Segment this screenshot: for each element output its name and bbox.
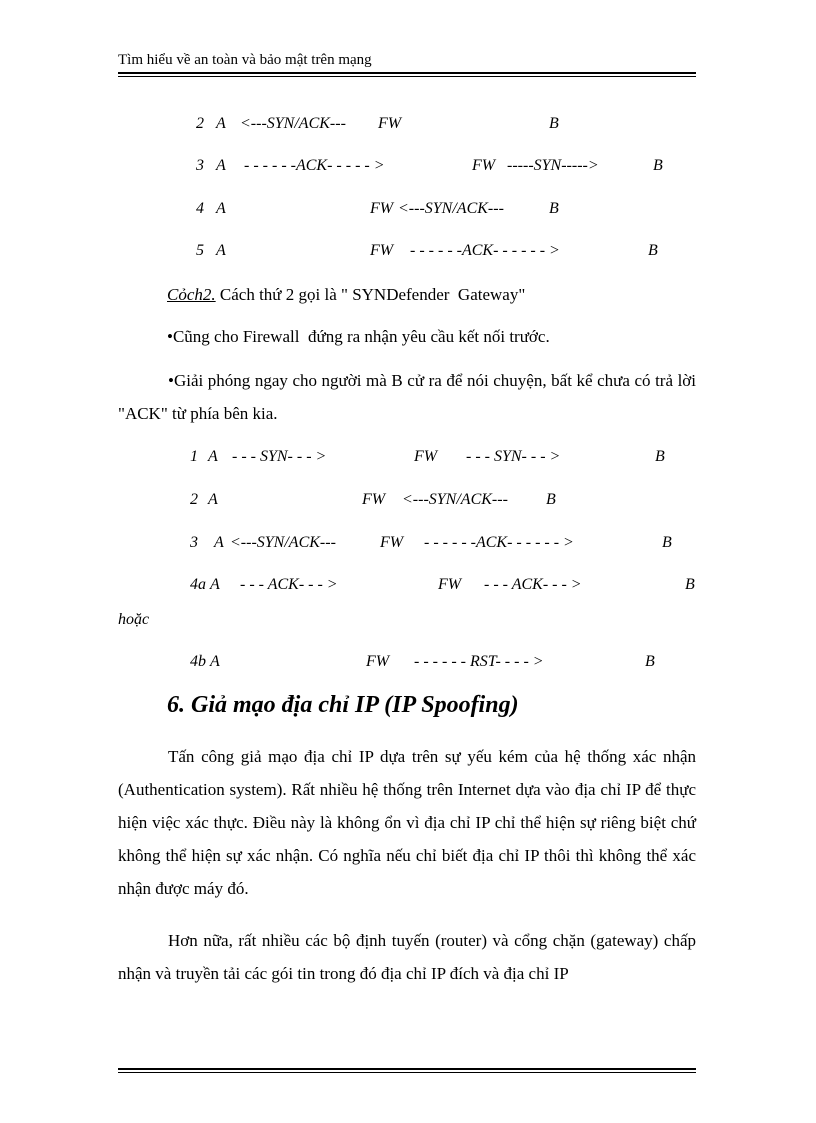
handshake-row [0, 242, 816, 262]
message: <---SYN/ACK--- [402, 491, 508, 508]
bullet-item: • Cũng cho Firewall đứng ra nhận yêu cầu kết nối trước. [167, 327, 550, 347]
firewall: FW [370, 200, 394, 217]
page-header: Tìm hiểu về an toàn và bảo mật trên mạng [118, 52, 372, 68]
host-b: B [655, 448, 665, 465]
host-a: A [208, 448, 218, 465]
message: - - - - - -ACK- - - - - > [244, 157, 385, 174]
handshake-row [0, 115, 816, 135]
message: - - - - - - RST- - - - > [414, 653, 544, 670]
host-b: B [549, 115, 559, 132]
method-2-line [167, 285, 525, 305]
header-rule [118, 72, 696, 77]
body-paragraph: Tấn công giả mạo địa chỉ IP dựa trên sự yếu kém của hệ thống xác nhận (Authentication system). Rất nhiều hệ thống trên Internet dựa vào địa chỉ IP để thực hiện việc xác thực. Điều này là không ổn vì địa chỉ IP chỉ thể hiện sự riêng biệt chứ không thể hiện sự xác nhận. Có nghĩa nếu chỉ biết địa chỉ IP thôi thì không thể xác nhận được máy đó. [118, 747, 696, 898]
step-number: 2 [196, 115, 204, 132]
handshake-row [0, 157, 816, 177]
handshake-row [0, 534, 816, 554]
method-label: Cỏch2. [167, 285, 216, 304]
firewall: FW [438, 576, 462, 593]
host-b: B [549, 200, 559, 217]
host-a: A [216, 157, 226, 174]
body-paragraph: Hơn nữa, rất nhiều các bộ định tuyến (router) và cổng chặn (gateway) chấp nhận và truyền tải các gói tin trong đó địa chỉ IP đích và địa chỉ IP [118, 931, 696, 983]
handshake-row [0, 448, 816, 468]
host-a: A [216, 200, 226, 217]
host-b: B [662, 534, 672, 551]
step-number: 1 [190, 448, 198, 465]
message: - - - ACK- - - > [484, 576, 582, 593]
host-a: A [216, 115, 226, 132]
firewall: FW [362, 491, 386, 508]
footer-rule [118, 1068, 696, 1073]
firewall: FW [472, 157, 496, 174]
message: <---SYN/ACK--- [398, 200, 504, 217]
or-word: hoặc [118, 611, 150, 628]
host-b: B [648, 242, 658, 259]
step-number: 4b [190, 653, 206, 670]
handshake-row [0, 200, 816, 220]
host-a: A [210, 576, 220, 593]
handshake-row [0, 653, 816, 673]
message: -----SYN-----> [507, 157, 599, 174]
handshake-row [0, 576, 816, 596]
firewall: FW [366, 653, 390, 670]
message: - - - - - -ACK- - - - - - > [410, 242, 560, 259]
firewall: FW [414, 448, 438, 465]
host-b: B [546, 491, 556, 508]
host-a: A [208, 491, 218, 508]
message: - - - SYN- - - > [466, 448, 561, 465]
message: - - - ACK- - - > [240, 576, 338, 593]
message: <---SYN/ACK--- [230, 534, 336, 551]
message: - - - SYN- - - > [232, 448, 327, 465]
firewall: FW [378, 115, 402, 132]
step-number: 4 [196, 200, 204, 217]
bullet-item: • Giải phóng ngay cho người mà B cử ra để nói chuyện, bất kể chưa có trả lời "ACK" từ phía bên kia. [118, 364, 696, 430]
message: - - - - - -ACK- - - - - - > [424, 534, 574, 551]
firewall: FW [380, 534, 404, 551]
firewall: FW [370, 242, 394, 259]
message: <---SYN/ACK--- [240, 115, 346, 132]
step-number: 3 [196, 157, 204, 174]
host-a: A [216, 242, 226, 259]
section-heading: 6. Giả mạo địa chỉ IP (IP Spoofing) [167, 692, 519, 718]
handshake-row [0, 491, 816, 511]
host-a: A [210, 653, 220, 670]
host-b: B [685, 576, 695, 593]
host-b: B [653, 157, 663, 174]
step-number: 3 [190, 534, 198, 551]
host-a: A [214, 534, 224, 551]
step-number: 2 [190, 491, 198, 508]
step-number: 5 [196, 242, 204, 259]
host-b: B [645, 653, 655, 670]
step-number: 4a [190, 576, 206, 593]
method-text: Cách thứ 2 gọi là " SYNDefender Gateway" [215, 285, 526, 304]
